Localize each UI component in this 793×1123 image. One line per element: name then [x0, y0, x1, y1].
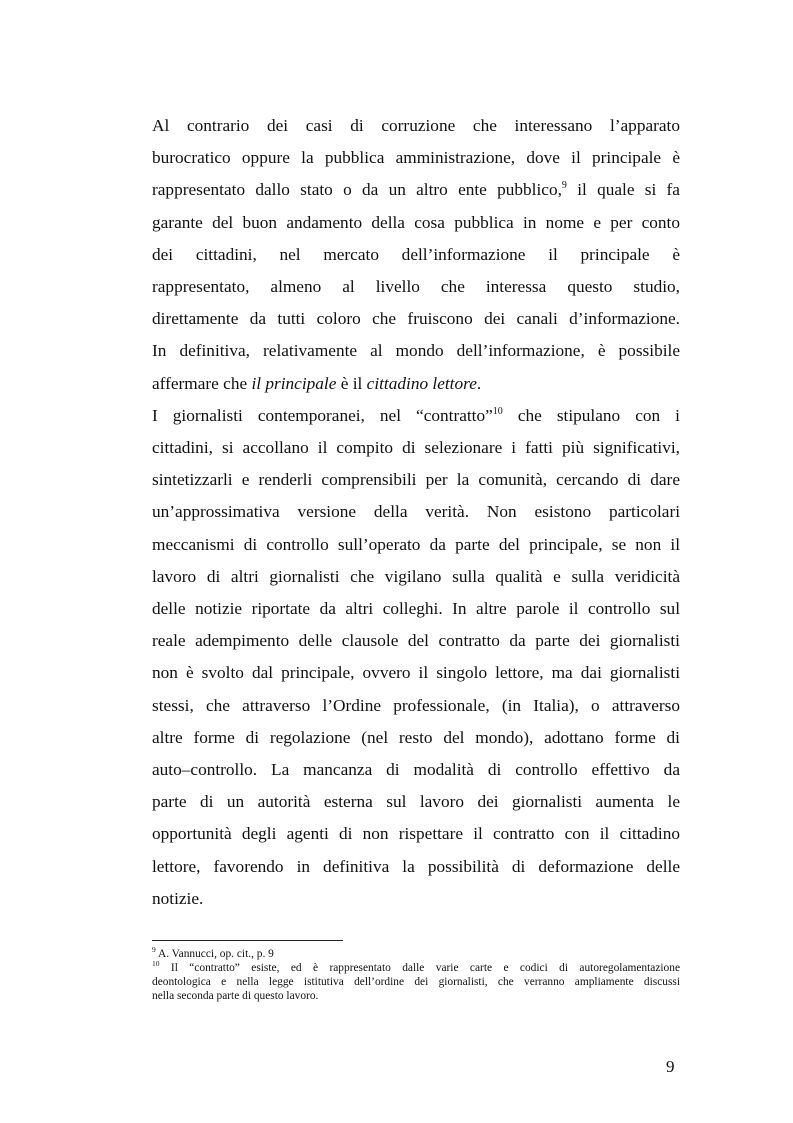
footnote-ref-9[interactable]: 9 [561, 180, 567, 192]
footnote-text: A. Vannucci, op. cit., p. 9 [155, 948, 274, 960]
text-fragment: il quale si fa [566, 180, 680, 200]
footnote-number: 10 [152, 959, 160, 969]
text-line: In definitiva, relativamente al mondo dell’informazione, è possibile [152, 341, 680, 361]
text-line: lettore, favorendo in definitiva la possibilità di deformazione delle [152, 856, 680, 876]
footnote-number: 9 [152, 945, 156, 955]
text-line: notizie. [152, 888, 204, 908]
paragraph-1 [152, 110, 680, 400]
page-number: 9 [666, 1057, 675, 1076]
text-line: garante del buon andamento della cosa pubblica in nome e per conto [152, 212, 680, 232]
text-line: non è svolto dal principale, ovvero il singolo lettore, ma dai giornalisti [152, 663, 680, 683]
text-line: cittadini, si accollano il compito di selezionare i fatti più significativi, [152, 438, 680, 458]
text-fragment: è il [336, 373, 367, 393]
text-line: un’approssimativa versione della verità. Non esistono particolari [152, 502, 680, 522]
footnote-9 [152, 947, 680, 961]
footnote-ref-10[interactable]: 10 [492, 406, 503, 418]
text-line [152, 400, 680, 432]
text-fragment: affermare che [152, 373, 252, 393]
text-line: stessi, che attraverso l’Ordine professionale, (in Italia), o attraverso [152, 695, 680, 715]
text-line: opportunità degli agenti di non rispettare il contratto con il cittadino [152, 824, 680, 844]
text-fragment: . [476, 373, 482, 393]
paragraph-2 [152, 400, 680, 915]
text-line: lavoro di altri giornalisti che vigilano sulla qualità e sulla veridicità [152, 566, 680, 586]
text-line [152, 368, 680, 400]
text-line: rappresentato, almeno al livello che interessa questo studio, [152, 277, 680, 297]
text-line: meccanismi di controllo sull’operato da parte del principale, se non il [152, 534, 680, 554]
italic-term: il principale [251, 373, 337, 393]
text-line: altre forme di regolazione (nel resto del mondo), adottano forme di [152, 727, 680, 747]
footnote-10-line: deontologica e nella legge istitutiva dell’ordine dei giornalisti, che verranno ampliamente discussi [152, 976, 680, 988]
text-line: sintetizzarli e renderli comprensibili per la comunità, cercando di dare [152, 470, 680, 490]
footnote-text: Il “contratto” esiste, ed è rappresentato dalle varie carte e codici di autoregolamentazione [159, 962, 680, 974]
text-line: Al contrario dei casi di corruzione che interessano l’apparato [152, 116, 680, 135]
text-fragment: rappresentato dallo stato o da un altro ente pubblico, [152, 180, 562, 200]
body-text [152, 110, 680, 915]
text-line: parte di un autorità esterna sul lavoro dei giornalisti aumenta le [152, 792, 680, 812]
text-line: direttamente da tutti coloro che fruiscono dei canali d’informazione. [152, 309, 680, 329]
text-fragment: che stipulano con i [502, 405, 680, 425]
text-line: reale adempimento delle clausole del contratto da parte dei giornalisti [152, 631, 680, 651]
footnotes [152, 947, 680, 1003]
italic-term: cittadino lettore [366, 373, 477, 393]
text-line: burocratico oppure la pubblica amministrazione, dove il principale è [152, 148, 680, 168]
text-line [152, 174, 680, 206]
text-line: delle notizie riportate da altri colleghi. In altre parole il controllo sul [152, 599, 680, 619]
footnote-10-line: nella seconda parte di questo lavoro. [152, 990, 319, 1002]
text-line: dei cittadini, nel mercato dell’informazione il principale è [152, 244, 680, 264]
footnote-separator [152, 940, 343, 941]
text-fragment: I giornalisti contemporanei, nel “contratto” [152, 405, 493, 425]
footnote-10 [152, 961, 680, 975]
text-line: auto–controllo. La mancanza di modalità di controllo effettivo da [152, 760, 680, 780]
